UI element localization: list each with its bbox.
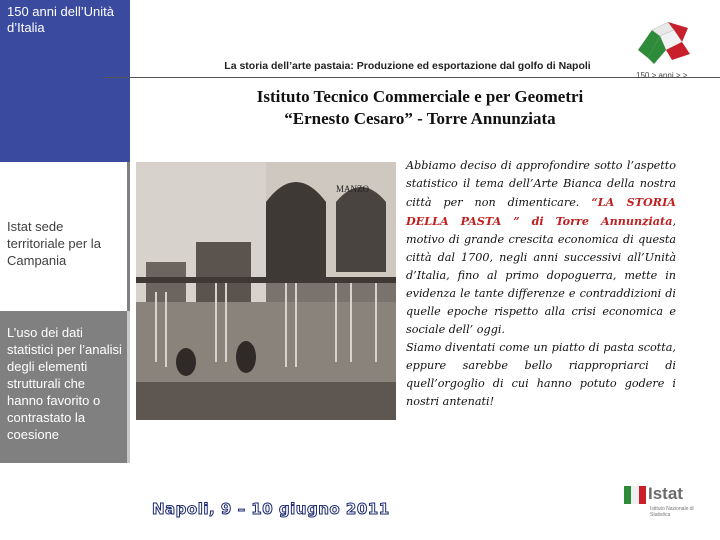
page-title: [150, 86, 690, 130]
istat-logo: [624, 484, 704, 524]
slide-subtitle: La storia dell’arte pastaia: Produzione ed esportazione dal golfo di Napoli: [224, 60, 591, 72]
historical-photo: [136, 162, 396, 420]
title-line-1: Istituto Tecnico Commerciale e per Geometri: [256, 87, 584, 106]
istat-caption: Istituto Nazionale di Statistica: [650, 506, 694, 518]
sidebar-middle-panel: [0, 162, 130, 311]
title-line-2: “Ernesto Cesaro” - Torre Annunziata: [284, 109, 556, 128]
photo-sign: MANZO: [336, 184, 369, 194]
topic-description: L’uso dei dati statistici per l’analisi degli elementi strutturali che hanno favorito o contrastato la coesione: [7, 325, 122, 442]
paragraph-2: Siamo diventati come un piatto di pasta scotta, eppure sarebbe bello riappropriarci di quell’orgoglio di cui hanno potuto godere i nostri antenati!: [406, 341, 676, 408]
paragraph-1-intro: Abbiamo deciso di approfondire sotto l’aspetto statistico il tema dell’Arte Bianca della nostra città per non dimenticare.: [406, 159, 676, 209]
paragraph-1: [406, 157, 676, 339]
anniversary-label: 150 anni dell’Unità d’Italia: [7, 4, 114, 35]
istat-office-label: Istat sede territoriale per la Campania: [7, 219, 101, 268]
istat-wordmark: Istat: [648, 484, 683, 503]
sidebar-top-panel: [0, 0, 130, 162]
sidebar-bottom-panel: [0, 311, 130, 463]
paragraph-1-rest: , motivo di grande crescita economica di questa città dal 1700, negli anni successivi all’Unità d’Italia, fino al primo dopoguerra, mette in evidenza le tante differenze e contraddizioni di quelle epoche rispetto alla crisi economica e sociale dell’ oggi.: [406, 215, 676, 336]
body-paragraph: [406, 157, 676, 411]
header-divider: [103, 77, 720, 78]
pasta-history-highlight: “LA STORIA DELLA PASTA ” di Torre Annunziata: [406, 195, 676, 228]
italian-flag-icon: [624, 486, 646, 504]
logo-caption: 150 > anni > >: [636, 71, 688, 80]
unity-150-logo: [630, 20, 710, 82]
event-date: Napoli, 9 – 10 giugno 2011: [152, 500, 390, 518]
